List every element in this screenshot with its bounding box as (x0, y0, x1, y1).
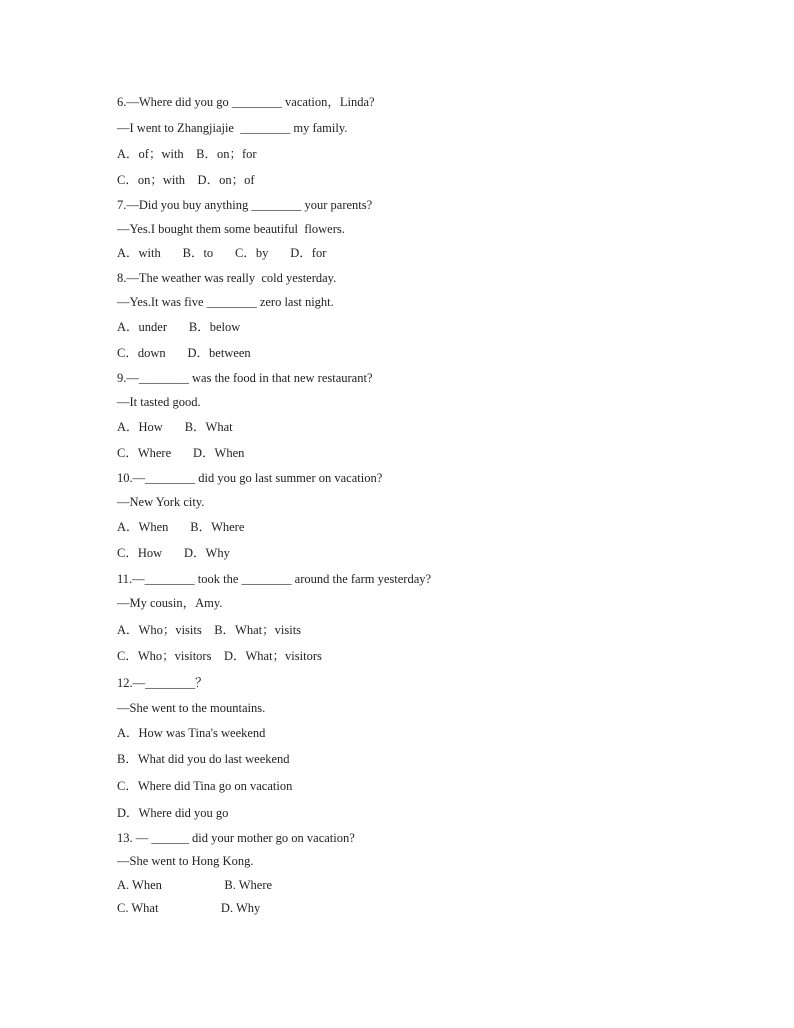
question-12-response: —She went to the mountains. (117, 701, 266, 715)
question-13-stem: 13. — ______ did your mother go on vacation? (117, 831, 355, 845)
question-9-options-cd: C．Where D．When (117, 446, 245, 460)
question-10-stem: 10.—________ did you go last summer on vacation? (117, 471, 383, 485)
question-7-response: —Yes.I bought them some beautiful flowers. (117, 222, 345, 236)
question-6-stem: 6.—Where did you go ________ vacation，Linda? (117, 95, 375, 109)
question-8-options-ab: A．under B．below (117, 320, 241, 334)
question-10-options-cd: C．How D．Why (117, 546, 230, 560)
question-6-options-cd: C．on；with D．on；of (117, 173, 255, 187)
question-9-stem: 9.—________ was the food in that new restaurant? (117, 371, 373, 385)
question-12-stem: 12.—________？ (117, 676, 208, 690)
question-10-options-ab: A．When B．Where (117, 520, 245, 534)
question-10-response: —New York city. (117, 495, 205, 509)
question-11-options-ab: A．Who；visits B．What；visits (117, 623, 302, 637)
question-9-response: —It tasted good. (117, 395, 201, 409)
question-11-response: —My cousin，Amy. (117, 596, 223, 610)
question-13-options-cd: C. What D. Why (117, 901, 261, 915)
question-9-options-ab: A．How B．What (117, 420, 233, 434)
question-11-stem: 11.—________ took the ________ around the farm yesterday? (117, 572, 432, 586)
question-12-option-c: C．Where did Tina go on vacation (117, 779, 293, 793)
question-12-option-b: B．What did you do last weekend (117, 752, 290, 766)
question-7-options: A．with B．to C．by D．for (117, 246, 327, 260)
question-13-response: —She went to Hong Kong. (117, 854, 254, 868)
question-8-options-cd: C．down D．between (117, 346, 251, 360)
question-12-option-a: A．How was Tina's weekend (117, 726, 266, 740)
question-6-options-ab: A．of；with B．on；for (117, 147, 257, 161)
question-13-options-ab: A. When B. Where (117, 878, 273, 892)
question-6-response: —I went to Zhangjiajie ________ my family. (117, 121, 348, 135)
question-11-options-cd: C．Who；visitors D．What；visitors (117, 649, 322, 663)
question-8-stem: 8.—The weather was really cold yesterday. (117, 271, 337, 285)
question-12-option-d: D．Where did you go (117, 806, 229, 820)
question-8-response: —Yes.It was five ________ zero last night. (117, 295, 334, 309)
question-7-stem: 7.—Did you buy anything ________ your parents? (117, 198, 373, 212)
